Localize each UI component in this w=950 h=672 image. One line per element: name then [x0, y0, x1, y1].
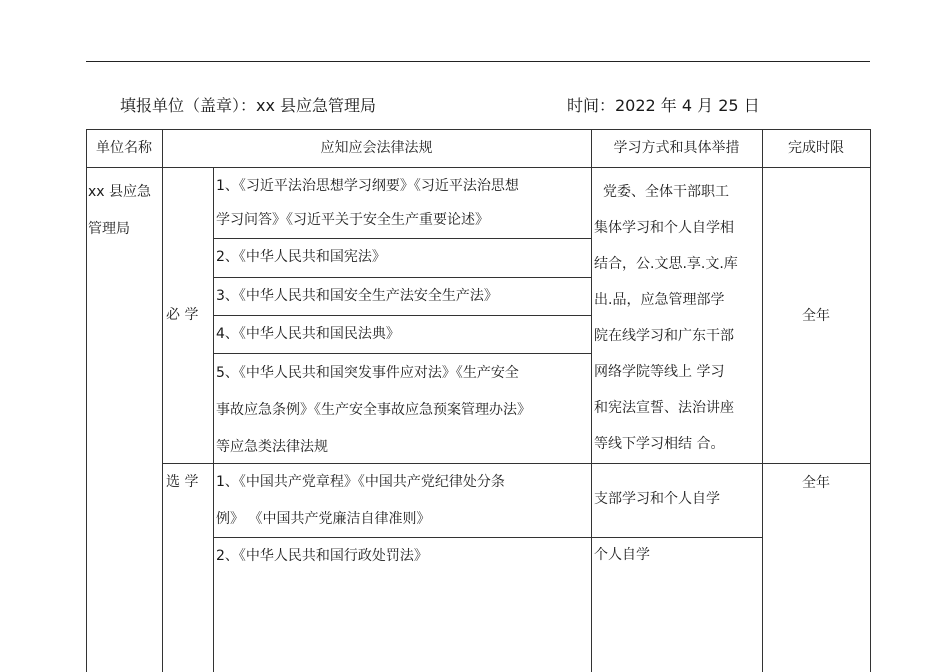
- optional-method-2: 个人自学: [594, 547, 650, 563]
- required-deadline: 全年: [802, 308, 830, 324]
- optional-item-1: [216, 464, 590, 538]
- column-divider: [762, 129, 763, 672]
- column-header-deadline: 完成时限: [788, 140, 844, 156]
- item-line: 例》 《中国共产党廉洁自律准则》: [216, 511, 431, 527]
- optional-item-2: [216, 538, 590, 575]
- column-divider: [162, 129, 163, 672]
- column-header-unit: 单位名称: [96, 140, 152, 156]
- optional-label: 选 学: [166, 474, 199, 490]
- required-label: 必 学: [166, 307, 199, 323]
- method-line: 等线下学习相结 合。: [594, 436, 725, 452]
- item-line: 学习问答》《习近平关于安全生产重要论述》: [216, 212, 489, 228]
- item-line: 等应急类法律法规: [216, 439, 328, 455]
- column-header-regulations: 应知应会法律法规: [320, 140, 433, 156]
- method-line: 网络学院等线上 学习: [594, 364, 725, 380]
- report-date-label: 时间：2022 年 4 月 25 日: [567, 96, 760, 115]
- column-divider: [591, 129, 592, 672]
- item-line: 5、《中华人民共和国突发事件应对法》《生产安全: [216, 365, 519, 381]
- table-border-left: [86, 129, 87, 672]
- required-item-5: [216, 355, 590, 466]
- unit-name-line: 管理局: [88, 221, 130, 237]
- item-line: 1、《中国共产党章程》《中国共产党纪律处分条: [216, 474, 505, 490]
- table-border-top: [86, 129, 870, 130]
- item-line: 1、《习近平法治思想学习纲要》《习近平法治思想: [216, 178, 519, 194]
- required-method-cell: [594, 174, 762, 462]
- method-line: 党委、全体干部职工: [603, 184, 729, 200]
- required-item-4: [216, 316, 590, 353]
- optional-deadline: 全年: [802, 475, 830, 491]
- item-line: 事故应急条例》《生产安全事故应急预案管理办法》: [216, 402, 531, 418]
- unit-name-cell: [88, 174, 162, 248]
- reporting-unit-label: 填报单位（盖章）：xx 县应急管理局: [120, 96, 377, 115]
- item-line: 2、《中华人民共和国宪法》: [216, 249, 386, 265]
- column-header-method: 学习方式和具体举措: [613, 140, 740, 156]
- method-line: 和宪法宣誓、法治讲座: [594, 400, 734, 416]
- method-line: 集体学习和个人自学相: [594, 220, 734, 236]
- item-line: 2、《中华人民共和国行政处罚法》: [216, 548, 428, 564]
- method-line: 出.品，应急管理部学: [594, 292, 725, 308]
- item-line: 4、《中华人民共和国民法典》: [216, 326, 400, 342]
- method-line: 院在线学习和广东干部: [594, 328, 734, 344]
- row-divider: [213, 353, 591, 354]
- optional-method-1: 支部学习和个人自学: [594, 491, 720, 507]
- method-line: 结合，公.文思.享.文.库: [594, 256, 738, 272]
- required-item-1: [216, 168, 590, 239]
- required-item-2: [216, 239, 590, 276]
- required-item-3: [216, 278, 590, 315]
- column-divider: [213, 167, 214, 672]
- item-line: 3、《中华人民共和国安全生产法安全生产法》: [216, 288, 498, 304]
- unit-name-line: xx 县应急: [88, 184, 152, 200]
- table-border-right: [870, 129, 871, 672]
